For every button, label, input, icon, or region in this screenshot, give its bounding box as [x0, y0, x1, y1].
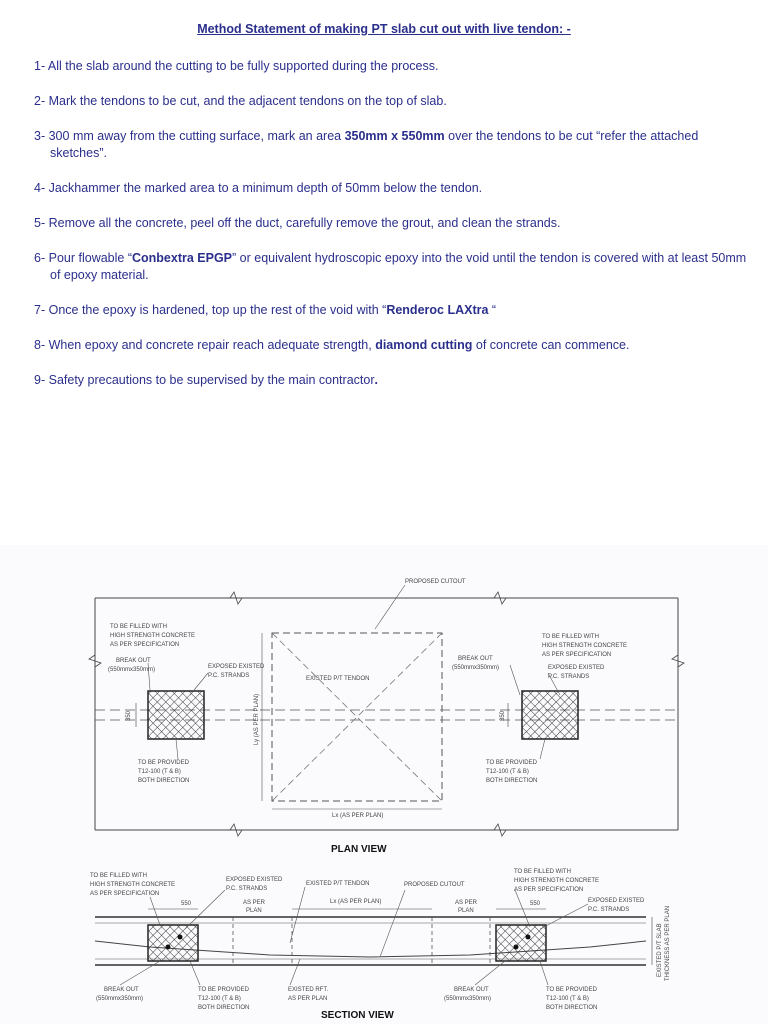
step-item: [34, 215, 748, 232]
plan-lx-label: Lx (AS PER PLAN): [332, 813, 384, 819]
plan-existed-tendon-label: EXISTED P/T TENDON: [306, 676, 370, 682]
leader-line: [290, 959, 300, 985]
steps-list: [34, 58, 748, 407]
section-left-fill-label: AS PER SPECIFICATION: [90, 891, 160, 897]
plan-right-exposed-label: P.C. STRANDS: [548, 674, 590, 680]
right-breakout-crosshatch: [522, 691, 578, 739]
section-view: [90, 869, 671, 1021]
step-text: Safety precautions to be supervised by the main contractor: [48, 373, 375, 387]
section-right-fill-label: TO BE FILLED WITH: [514, 869, 571, 875]
section-right-provided-label: T12-100 (T & B): [546, 996, 589, 1002]
step-item: [34, 302, 748, 319]
step-text: 300 mm away from the cutting surface, mark an area: [48, 129, 345, 143]
section-left-provided-label: TO BE PROVIDED: [198, 987, 249, 993]
section-as-per-plan-left: PLAN: [246, 908, 262, 914]
section-right-provided-label: TO BE PROVIDED: [546, 987, 597, 993]
plan-left-exposed-label: P.C. STRANDS: [208, 673, 250, 679]
left-breakout-crosshatch: [148, 691, 204, 739]
page-title: Method Statement of making PT slab cut out with live tendon: -: [197, 22, 571, 36]
step-item: [34, 372, 748, 389]
plan-left-fill-label: TO BE FILLED WITH: [110, 624, 167, 630]
step-number: 2-: [34, 94, 46, 108]
section-left-exposed-label: P.C. STRANDS: [226, 886, 268, 892]
plan-right-provided-label: BOTH DIRECTION: [486, 778, 538, 784]
leader-line: [515, 890, 530, 927]
leader-line: [290, 887, 305, 943]
strand-dot: [526, 935, 531, 940]
step-item: [34, 128, 748, 162]
plan-left-exposed-label: EXPOSED EXISTED: [208, 664, 265, 670]
step-item: [34, 58, 748, 75]
plan-left-provided-label: TO BE PROVIDED: [138, 760, 189, 766]
step-number: 6-: [34, 251, 46, 265]
step-item: [34, 93, 748, 110]
step-bold-text: 350mm x 550mm: [344, 129, 445, 143]
leader-line: [150, 897, 160, 925]
plan-left-provided-label: T12-100 (T & B): [138, 769, 181, 775]
plan-left-break-label: (550mmx350mm): [108, 667, 156, 673]
section-left-break-label: (550mmx350mm): [96, 996, 144, 1002]
section-slab-thickness-label: EXISTED P/T SLAB: [657, 923, 663, 977]
leader-line: [510, 665, 520, 695]
section-left-break-label: BREAK OUT: [104, 987, 139, 993]
plan-left-provided-label: BOTH DIRECTION: [138, 778, 190, 784]
strand-dot: [166, 945, 171, 950]
step-item: [34, 180, 748, 197]
section-dim-550-left: 550: [181, 901, 192, 907]
section-existed-rft-label: EXISTED RFT.: [288, 987, 329, 993]
step-text: Jackhammer the marked area to a minimum depth of 50mm below the tendon.: [48, 181, 483, 195]
leader-line: [540, 739, 545, 759]
section-left-exposed-label: EXPOSED EXISTED: [226, 877, 283, 883]
step-bold-text: Conbextra EPGP: [131, 251, 233, 265]
plan-right-fill-label: AS PER SPECIFICATION: [542, 652, 612, 658]
strand-dot: [514, 945, 519, 950]
section-right-fill-label: HIGH STRENGTH CONCRETE: [514, 878, 600, 884]
section-left-fill-label: TO BE FILLED WITH: [90, 873, 147, 879]
drawing-svg: [0, 545, 768, 1024]
section-existed-rft-label: AS PER PLAN: [288, 996, 328, 1002]
step-text: Mark the tendons to be cut, and the adjacent tendons on the top of slab.: [48, 94, 447, 108]
section-right-exposed-label: EXPOSED EXISTED: [588, 898, 645, 904]
step-item: [34, 337, 748, 354]
plan-right-provided-label: TO BE PROVIDED: [486, 760, 537, 766]
plan-dim-350-left: 350: [126, 710, 132, 721]
section-left-fill-label: HIGH STRENGTH CONCRETE: [90, 882, 176, 888]
plan-proposed-cutout-label: PROPOSED CUTOUT: [405, 579, 466, 585]
plan-right-break-label: (550mmx350mm): [452, 665, 500, 671]
step-item: [34, 250, 748, 284]
plan-view: [89, 579, 684, 855]
plan-ly-label: Ly (AS PER PLAN): [254, 693, 260, 745]
section-right-break-label: BREAK OUT: [454, 987, 489, 993]
plan-left-break-label: BREAK OUT: [116, 658, 151, 664]
section-lx-label: Lx (AS PER PLAN): [330, 899, 382, 905]
plan-right-break-label: BREAK OUT: [458, 656, 493, 662]
section-proposed-cutout-label: PROPOSED CUTOUT: [404, 882, 465, 888]
step-number: 8-: [34, 338, 46, 352]
leader-line: [375, 585, 405, 629]
section-slab-thickness-label: THICKNESS AS PER PLAN: [665, 905, 671, 981]
step-bold-text: Renderoc LAXtra: [386, 303, 489, 317]
plan-right-fill-label: HIGH STRENGTH CONCRETE: [542, 643, 628, 649]
leader-line: [176, 739, 178, 759]
plan-view-heading: PLAN VIEW: [331, 844, 387, 855]
step-number: 5-: [34, 216, 46, 230]
section-view-heading: SECTION VIEW: [321, 1010, 394, 1021]
section-right-exposed-label: P.C. STRANDS: [588, 907, 630, 913]
step-number: 1-: [34, 59, 46, 73]
step-text: Pour flowable “: [48, 251, 132, 265]
strand-dot: [178, 935, 183, 940]
technical-drawing: [0, 545, 768, 1024]
section-existed-tendon-label: EXISTED P/T TENDON: [306, 881, 370, 887]
step-text-after: over the tendons to be cut “refer the attached sketches”.: [50, 129, 699, 160]
section-left-provided-label: BOTH DIRECTION: [198, 1005, 250, 1011]
step-text-after: “: [488, 303, 497, 317]
section-as-per-plan-left: AS PER: [243, 900, 266, 906]
step-text: When epoxy and concrete repair reach adequate strength,: [48, 338, 376, 352]
step-text: Remove all the concrete, peel off the duct, carefully remove the grout, and clean the strands.: [48, 216, 561, 230]
leader-line: [380, 890, 405, 957]
step-number: 9-: [34, 373, 46, 387]
plan-left-fill-label: HIGH STRENGTH CONCRETE: [110, 633, 196, 639]
plan-dim-350-right: 350: [500, 710, 506, 721]
plan-right-exposed-label: EXPOSED EXISTED: [548, 665, 605, 671]
plan-left-fill-label: AS PER SPECIFICATION: [110, 642, 180, 648]
plan-right-fill-label: TO BE FILLED WITH: [542, 634, 599, 640]
section-as-per-plan-right: PLAN: [458, 908, 474, 914]
step-text-after: ” or equivalent hydroscopic epoxy into the void until the tendon is covered with at least 50mm of epoxy material.: [50, 251, 747, 282]
section-dim-550-right: 550: [530, 901, 541, 907]
section-as-per-plan-right: AS PER: [455, 900, 478, 906]
section-right-fill-label: AS PER SPECIFICATION: [514, 887, 584, 893]
step-text-after: of concrete can commence.: [472, 338, 630, 352]
step-text: Once the epoxy is hardened, top up the rest of the void with “: [48, 303, 387, 317]
step-text: All the slab around the cutting to be fully supported during the process.: [47, 59, 439, 73]
section-right-break-label: (550mmx350mm): [444, 996, 492, 1002]
section-left-provided-label: T12-100 (T & B): [198, 996, 241, 1002]
step-number: 7-: [34, 303, 46, 317]
step-bold-text: diamond cutting: [375, 338, 473, 352]
step-number: 3-: [34, 129, 46, 143]
step-bold-text: .: [374, 373, 378, 387]
plan-right-provided-label: T12-100 (T & B): [486, 769, 529, 775]
step-number: 4-: [34, 181, 46, 195]
section-right-breakout-crosshatch: [496, 925, 546, 961]
section-left-breakout-crosshatch: [148, 925, 198, 961]
section-right-provided-label: BOTH DIRECTION: [546, 1005, 598, 1011]
